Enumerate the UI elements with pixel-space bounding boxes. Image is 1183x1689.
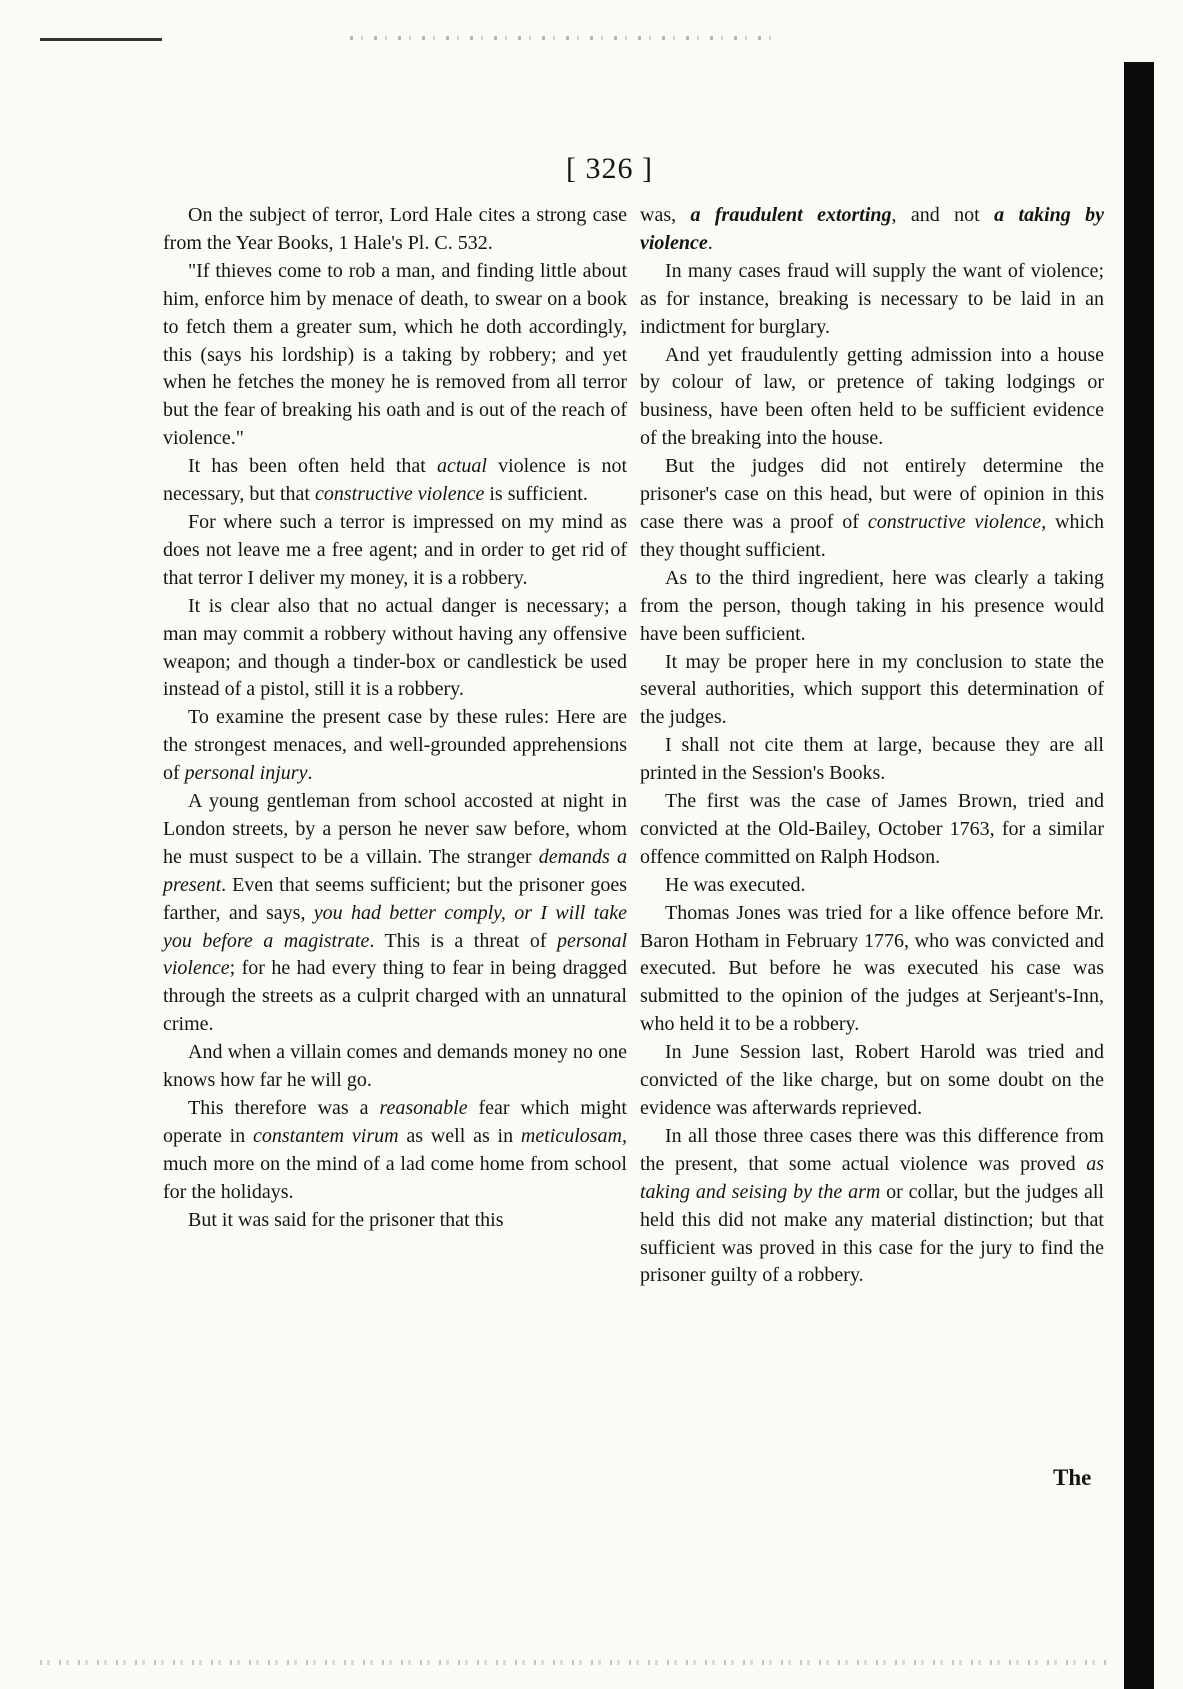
paragraph — [640, 649, 1104, 733]
text-run: as well as in — [398, 1124, 521, 1147]
italic-phrase: you had better comply, or I will take you before a magistrate — [163, 901, 627, 952]
scan-edge-bar — [1124, 62, 1154, 1689]
paragraph — [640, 900, 1104, 1040]
italic-phrase: as taking and seising by the arm — [640, 1152, 1104, 1203]
paragraph — [640, 342, 1104, 454]
text-run: He was executed. — [665, 873, 806, 896]
text-run: It may be proper here in my conclusion to state the several authorities, which support this determination of the judges. — [640, 650, 1104, 729]
text-run: And when a villain comes and demands money no one knows how far he will go. — [163, 1041, 627, 1092]
text-run: violence is not necessary, but that — [163, 455, 627, 506]
text-run: I shall not cite them at large, because they are all printed in the Session's Books. — [640, 734, 1104, 785]
text-run: ; for he had every thing to fear in being dragged through the streets as a culprit charged with an unnatural crime. — [163, 957, 627, 1036]
paragraph — [163, 202, 627, 258]
text-run: It has been often held that — [188, 455, 437, 478]
text-run: . Even that seems sufficient; but the prisoner goes farther, and says, — [163, 873, 627, 924]
text-run: For where such a terror is impressed on my mind as does not leave me a free agent; and in order to get rid of that terror I deliver my money, it is a robbery. — [163, 510, 627, 589]
paragraph — [163, 593, 627, 705]
text-run: . — [307, 762, 313, 785]
text-run: In June Session last, Robert Harold was tried and convicted of the like charge, but on some doubt on the evidence was afterwards reprieved. — [640, 1041, 1104, 1119]
paragraph — [640, 258, 1104, 342]
text-run: Thomas Jones was tried for a like offence before Mr. Baron Hotham in February 1776, who was convicted and executed. But before he was executed his case was submitted to the opinion of the judges at Serjeant's-Inn, who held it to be a robbery. — [640, 901, 1104, 1036]
text-run: To examine the present case by these rules: Here are the strongest menaces, and well-grounded apprehensions of — [163, 706, 627, 785]
paragraph — [163, 1039, 627, 1095]
text-run: was, — [640, 204, 691, 226]
italic-phrase: actual — [436, 455, 487, 478]
page-number: [ 326 ] — [566, 152, 653, 185]
text-run: But the judges did not entirely determine the prisoner's case on this head, but were of opinion in this case there was a proof of — [640, 455, 1104, 533]
paragraph — [163, 1095, 627, 1207]
text-run: It is clear also that no actual danger is necessary; a man may commit a robbery without having any offensive weapon; and though a tinder-box or candlestick be used instead of a pistol, still it is a robbery. — [163, 594, 627, 701]
paragraph — [640, 872, 1104, 900]
paragraph — [640, 788, 1104, 872]
text-run: The first was the case of James Brown, tried and convicted at the Old-Bailey, October 1763, for a similar offence committed on Ralph Hodson. — [640, 790, 1104, 868]
text-run: In all those three cases there was this difference from the present, that some actual violence was proved — [640, 1124, 1104, 1175]
italic-phrase: reasonable — [379, 1097, 468, 1119]
paragraph — [640, 453, 1104, 565]
text-run: This therefore was a — [188, 1097, 380, 1119]
text-run: or collar, but the judges all held this did not make any material distinction; but that sufficient was proved in this case for the jury to find the prisoner guilty of a robbery. — [640, 1180, 1104, 1287]
text-run: "If thieves come to rob a man, and finding little about him, enforce him by menace of death, to swear on a book to fetch them a greater sum, which he doth accordingly, this (says his lordship) is a taking by robbery; and yet when he fetches the money he is removed from all terror but the fear of breaking his oath and is out of the reach of violence." — [163, 259, 627, 450]
italic-phrase: constructive violence — [867, 510, 1042, 533]
text-run: , which they thought sufficient. — [640, 510, 1104, 561]
paragraph — [640, 732, 1104, 788]
paragraph — [640, 565, 1104, 649]
italic-phrase: constantem virum — [253, 1124, 399, 1147]
scan-noise-bottom — [40, 1660, 1110, 1665]
catchword: The — [1053, 1465, 1092, 1490]
scan-artifact-rule — [40, 38, 162, 41]
text-run: , and not — [891, 204, 995, 226]
paragraph — [163, 258, 627, 453]
text-run: And yet fraudulently getting admission into a house by colour of law, or pretence of taking lodgings or business, have been often held to be sufficient evidence of the breaking into the house. — [640, 343, 1104, 450]
paragraph — [640, 1123, 1104, 1290]
paragraph — [163, 509, 627, 593]
text-run: A young gentleman from school accosted at night in London streets, by a person he never saw before, whom he must suspect to be a villain. The stranger — [163, 790, 627, 868]
left-column — [163, 202, 627, 1235]
paragraph — [163, 704, 627, 788]
text-run: In many cases fraud will supply the want of violence; as for instance, breaking is necessary to be laid in an indictment for burglary. — [640, 259, 1104, 338]
paragraph — [163, 1207, 627, 1235]
paragraph — [640, 1039, 1104, 1123]
text-run: . — [707, 231, 713, 254]
italic-phrase: a fraudulent extorting — [690, 204, 892, 226]
text-run: is sufficient. — [484, 483, 588, 506]
italic-phrase: demands a present — [163, 845, 627, 896]
text-run: fear which might operate in — [163, 1097, 627, 1147]
scan-noise-top — [350, 36, 780, 40]
paragraph — [163, 453, 627, 509]
italic-phrase: personal injury — [184, 762, 308, 785]
italic-phrase: constructive violence — [314, 483, 485, 506]
right-column — [640, 202, 1104, 1290]
text-run: As to the third ingredient, here was clearly a taking from the person, though taking in his presence would have been sufficient. — [640, 566, 1104, 645]
paragraph — [163, 788, 627, 1039]
italic-phrase: a taking by violence — [640, 204, 1105, 254]
italic-phrase: personal violence — [163, 929, 627, 980]
text-run: But it was said for the prisoner that this — [188, 1208, 504, 1231]
text-run: On the subject of terror, Lord Hale cites a strong case from the Year Books, 1 Hale's Pl. C. 532. — [163, 204, 627, 254]
right-column-continuation — [640, 202, 1104, 258]
text-run: . This is a threat of — [369, 929, 557, 952]
italic-phrase: meticulosam — [520, 1124, 622, 1147]
text-run: , much more on the mind of a lad come home from school for the holidays. — [163, 1124, 627, 1203]
